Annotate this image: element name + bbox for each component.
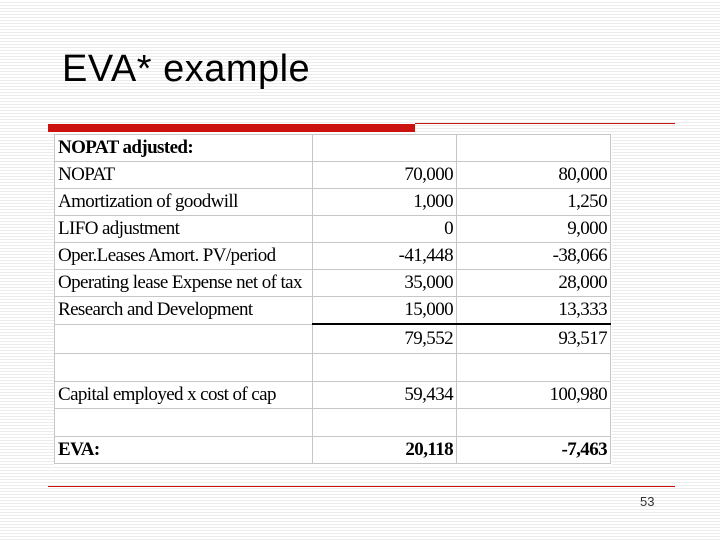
total-value-2: 93,517 <box>457 324 611 354</box>
table-row-totals <box>55 324 611 354</box>
table-row <box>55 162 611 189</box>
row-value-1: 35,000 <box>313 270 457 297</box>
nopat-adjusted-heading: NOPAT adjusted: <box>55 135 313 162</box>
row-label: NOPAT <box>55 162 313 189</box>
row-label: LIFO adjustment <box>55 216 313 243</box>
table-row-empty <box>55 409 611 437</box>
row-value-1: 15,000 <box>313 297 457 325</box>
table-row <box>55 216 611 243</box>
row-label: Oper.Leases Amort. PV/period <box>55 243 313 270</box>
eva-value-2: -7,463 <box>457 437 611 464</box>
table-row-header <box>55 135 611 162</box>
table-row-eva <box>55 437 611 464</box>
top-divider <box>415 123 675 124</box>
row-value-1: -41,448 <box>313 243 457 270</box>
table-row-capital <box>55 382 611 409</box>
row-value-1: 70,000 <box>313 162 457 189</box>
spreadsheet-image <box>54 134 612 467</box>
row-value-2: -38,066 <box>457 243 611 270</box>
table-row <box>55 189 611 216</box>
row-value-2: 13,333 <box>457 297 611 325</box>
row-value-1: 0 <box>313 216 457 243</box>
row-value-2: 28,000 <box>457 270 611 297</box>
table-row <box>55 297 611 325</box>
eva-table <box>54 134 611 464</box>
row-value-2: 9,000 <box>457 216 611 243</box>
total-value-1: 79,552 <box>313 324 457 354</box>
capital-label: Capital employed x cost of cap <box>55 382 313 409</box>
table-row <box>55 270 611 297</box>
table-row <box>55 243 611 270</box>
page-number: 53 <box>640 494 655 509</box>
row-label: Amortization of goodwill <box>55 189 313 216</box>
row-label: Research and Development <box>55 297 313 325</box>
row-value-2: 80,000 <box>457 162 611 189</box>
capital-value-2: 100,980 <box>457 382 611 409</box>
row-label: Operating lease Expense net of tax <box>55 270 313 297</box>
eva-value-1: 20,118 <box>313 437 457 464</box>
row-value-2: 1,250 <box>457 189 611 216</box>
bottom-divider <box>48 486 675 487</box>
title-accent-bar <box>48 124 415 132</box>
row-value-1: 1,000 <box>313 189 457 216</box>
table-row-empty <box>55 354 611 382</box>
eva-label: EVA: <box>55 437 313 464</box>
slide-title: EVA* example <box>62 48 311 90</box>
capital-value-1: 59,434 <box>313 382 457 409</box>
